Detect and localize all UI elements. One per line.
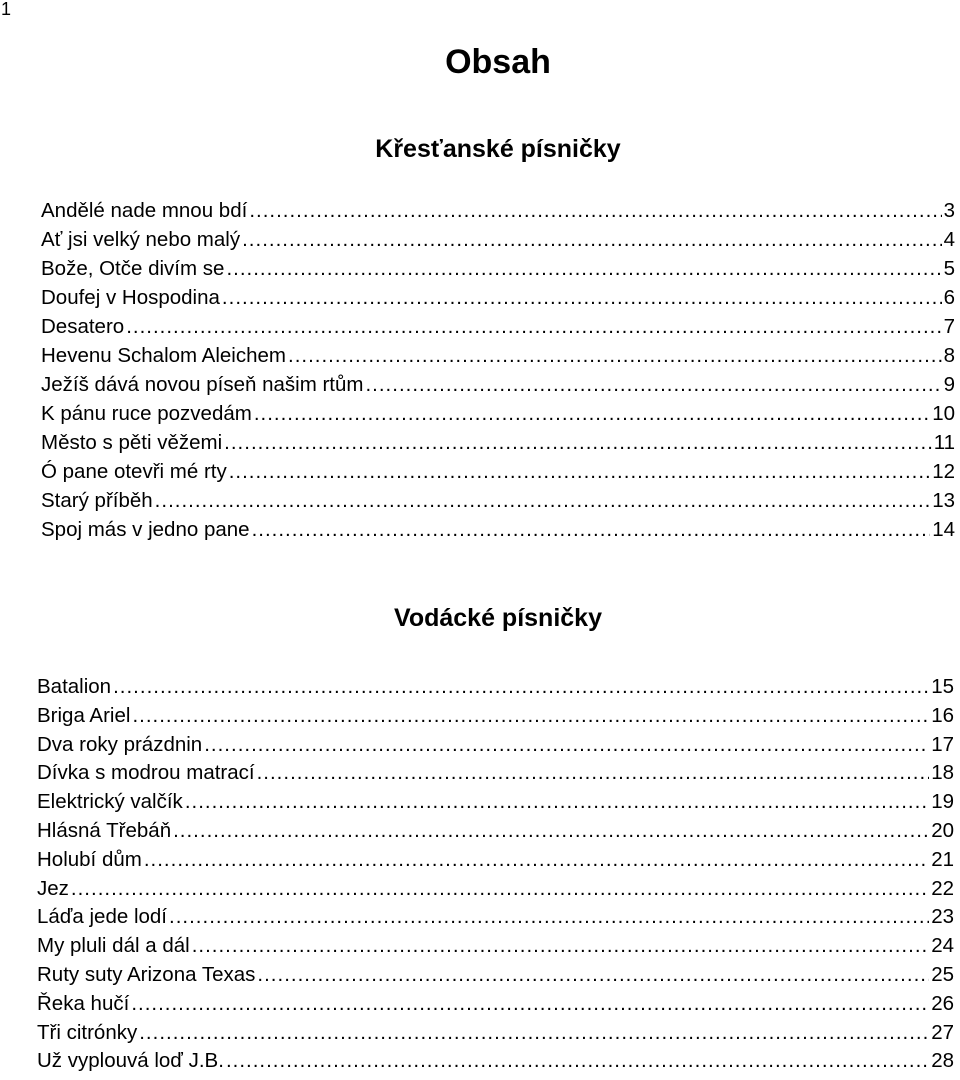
dot-leader	[144, 846, 929, 875]
toc-entry-title: Batalion	[37, 675, 112, 698]
toc-entry-title: Holubí dům	[37, 847, 142, 871]
page-title: Obsah	[445, 43, 551, 81]
toc-entry-page: 9	[943, 373, 955, 396]
toc-entry-title: My pluli dál a dál	[37, 934, 190, 958]
section-heading-christian-songs: Křesťanské písničky	[375, 135, 621, 163]
toc-entry-page: 23	[931, 905, 954, 929]
dot-leader	[224, 428, 932, 457]
toc-entry-page: 27	[931, 1020, 954, 1044]
toc-entry-title: Desatero	[41, 315, 125, 338]
toc-entry[interactable]	[37, 903, 954, 932]
toc-entry-title: Spoj más v jedno pane	[41, 518, 250, 541]
dot-leader	[365, 370, 941, 399]
toc-entry[interactable]	[41, 486, 955, 515]
toc-entry-title: Ruty suty Arizona Texas	[37, 962, 256, 986]
toc-entry[interactable]	[41, 370, 955, 399]
toc-entry-title: Ať jsi velký nebo malý	[41, 228, 241, 251]
dot-leader	[226, 254, 941, 283]
toc-entry-page: 13	[932, 489, 955, 512]
toc-entry-title: Dva roky prázdnin	[37, 732, 203, 756]
dot-leader	[155, 486, 931, 515]
toc-entry[interactable]	[37, 817, 954, 846]
dot-leader	[126, 312, 941, 341]
toc-entry[interactable]	[41, 225, 955, 254]
toc-entry[interactable]	[37, 875, 954, 904]
section-heading-canoe-songs: Vodácké písničky	[394, 604, 602, 632]
toc-entry[interactable]	[41, 428, 955, 457]
toc-entry[interactable]	[41, 196, 955, 225]
dot-leader	[226, 1047, 929, 1076]
toc-entry-page: 16	[931, 703, 954, 727]
toc-entry[interactable]	[37, 1019, 954, 1048]
toc-entry-title: Jez	[37, 876, 69, 900]
toc-entry-title: Řeka hučí	[37, 991, 130, 1015]
toc-entry-title: Už vyplouvá loď J.B.	[37, 1049, 224, 1073]
toc-entry-page: 10	[932, 402, 955, 425]
toc-entry[interactable]	[37, 788, 954, 817]
toc-entry-page: 22	[931, 876, 954, 900]
toc-entry[interactable]	[41, 515, 955, 544]
toc-entry-title: Briga Ariel	[37, 703, 131, 727]
dot-leader	[132, 702, 929, 731]
toc-entry-title: Bože, Otče divím se	[41, 257, 225, 280]
toc-entry-title: Starý příběh	[41, 489, 153, 512]
dot-leader	[169, 903, 929, 932]
toc-entry[interactable]	[37, 759, 954, 788]
dot-leader	[229, 457, 930, 486]
toc-entry[interactable]	[37, 731, 954, 760]
dot-leader	[139, 1019, 929, 1048]
toc-entry[interactable]	[37, 990, 954, 1019]
page-number: 1	[1, 0, 12, 19]
toc-entry[interactable]	[41, 283, 955, 312]
dot-leader	[185, 788, 929, 817]
toc-entry[interactable]	[41, 341, 955, 370]
toc-entry-page: 7	[943, 315, 955, 338]
toc-list-christian-songs	[41, 196, 955, 544]
toc-entry[interactable]	[37, 932, 954, 961]
dot-leader	[113, 673, 929, 702]
toc-entry-page: 14	[932, 518, 955, 541]
dot-leader	[254, 399, 930, 428]
toc-entry-page: 8	[943, 344, 955, 367]
toc-entry-page: 24	[931, 934, 954, 958]
toc-entry-title: Město s pěti věžemi	[41, 431, 223, 454]
toc-entry[interactable]	[37, 1047, 954, 1076]
toc-entry-title: Tři citrónky	[37, 1020, 138, 1044]
toc-entry[interactable]	[41, 254, 955, 283]
toc-entry-page: 4	[943, 228, 955, 251]
toc-entry-page: 6	[943, 286, 955, 309]
toc-entry-page: 20	[931, 818, 954, 842]
toc-entry-title: Andělé nade mnou bdí	[41, 199, 248, 222]
dot-leader	[257, 961, 929, 990]
toc-entry-title: Hlásná Třebáň	[37, 818, 172, 842]
toc-entry-page: 17	[931, 732, 954, 756]
dot-leader	[288, 341, 942, 370]
toc-entry[interactable]	[41, 399, 955, 428]
toc-entry-title: Ježíš dává novou píseň našim rtům	[41, 373, 364, 396]
toc-entry-page: 28	[931, 1049, 954, 1073]
toc-entry[interactable]	[37, 673, 954, 702]
dot-leader	[222, 283, 942, 312]
toc-entry-title: Elektrický valčík	[37, 790, 183, 814]
dot-leader	[192, 932, 929, 961]
toc-entry-title: Dívka s modrou matrací	[37, 761, 255, 785]
toc-entry[interactable]	[37, 961, 954, 990]
toc-entry-page: 21	[931, 847, 954, 871]
toc-entry[interactable]	[37, 846, 954, 875]
toc-entry-title: Doufej v Hospodina	[41, 286, 220, 309]
toc-entry[interactable]	[41, 457, 955, 486]
toc-entry-title: Ó pane otevři mé rty	[41, 460, 227, 483]
toc-entry-page: 18	[931, 761, 954, 785]
dot-leader	[204, 731, 929, 760]
toc-entry-title: K pánu ruce pozvedám	[41, 402, 252, 425]
toc-entry-page: 3	[943, 199, 955, 222]
dot-leader	[71, 875, 929, 904]
dot-leader	[131, 990, 929, 1019]
dot-leader	[257, 759, 930, 788]
toc-entry-page: 25	[931, 962, 954, 986]
toc-list-canoe-songs	[37, 673, 954, 1076]
toc-entry-title: Hevenu Schalom Aleichem	[41, 344, 286, 367]
toc-entry-page: 5	[943, 257, 955, 280]
toc-entry-page: 19	[931, 790, 954, 814]
toc-entry-page: 12	[932, 460, 955, 483]
toc-entry-page: 11	[933, 431, 955, 454]
toc-entry-page: 26	[931, 991, 954, 1015]
dot-leader	[252, 515, 931, 544]
dot-leader	[249, 196, 941, 225]
toc-entry[interactable]	[37, 702, 954, 731]
toc-entry-page: 15	[931, 675, 954, 698]
toc-entry-title: Láďa jede lodí	[37, 905, 168, 929]
dot-leader	[173, 817, 929, 846]
toc-entry[interactable]	[41, 312, 955, 341]
dot-leader	[242, 225, 941, 254]
